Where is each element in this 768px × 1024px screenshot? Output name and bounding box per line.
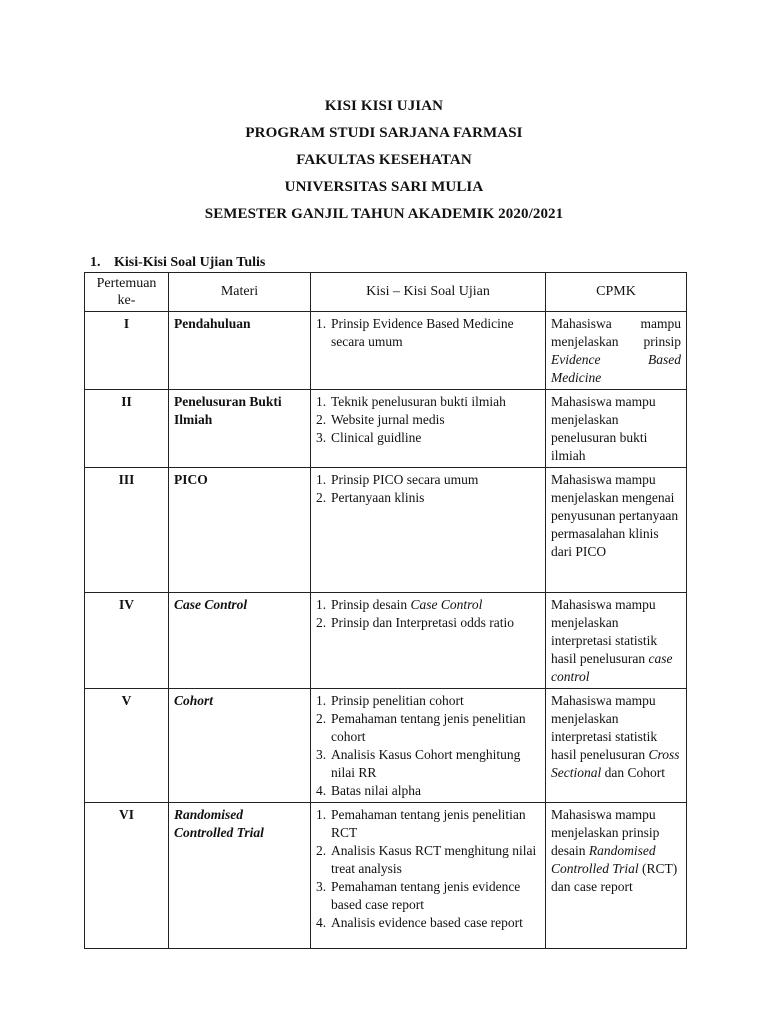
cpmk-emphasis: case control <box>551 651 673 684</box>
header-cpmk: CPMK <box>546 273 687 312</box>
table-row <box>85 468 687 593</box>
list-item: 2. Pemahaman tentang jenis penelitian cohort <box>316 711 526 744</box>
title-line: FAKULTAS KESEHATAN <box>296 152 472 168</box>
title-line: PROGRAM STUDI SARJANA FARMASI <box>245 125 523 141</box>
cpmk-tail: dan Cohort <box>604 765 665 780</box>
cpmk-cell: Mahasiswa mampu menjelaskan penelusuran bukti ilmiah <box>546 390 687 468</box>
title-line: SEMESTER GANJIL TAHUN AKADEMIK 2020/2021 <box>204 206 564 222</box>
header-materi: Materi <box>169 273 311 312</box>
cpmk-text: Mahasiswa mampu menjelaskan interpretasi statistik hasil penelusuran <box>551 693 658 762</box>
list-item: 2. Analisis Kasus RCT menghitung nilai treat analysis <box>316 843 537 876</box>
section-title: Kisi-Kisi Soal Ujian Tulis <box>114 255 266 270</box>
table-row <box>85 803 687 949</box>
document-title-block <box>0 93 768 228</box>
table-row <box>85 689 687 803</box>
pertemuan-cell: II <box>85 390 169 468</box>
section-number: 1. <box>90 255 101 270</box>
materi-cell: Cohort <box>169 689 311 803</box>
cpmk-text: Mahasiswa mampu menjelaskan prinsip desain <box>551 807 660 858</box>
list-item: 1. Pemahaman tentang jenis penelitian RCT <box>316 807 526 840</box>
cpmk-text: Mahasiswa mampu menjelaskan prinsip <box>551 316 681 349</box>
list-item: 1. Prinsip PICO secara umum <box>316 472 479 487</box>
list-item: 2. Website jurnal medis <box>316 412 445 427</box>
table-row <box>85 312 687 390</box>
list-item: 2. Pertanyaan klinis <box>316 490 425 505</box>
list-item: 3. Analisis Kasus Cohort menghitung nilai RR <box>316 747 521 780</box>
list-item: 1. Prinsip penelitian cohort <box>316 693 464 708</box>
list-item: 1. Prinsip Evidence Based Medicine secara umum <box>316 316 514 349</box>
kisi-cell <box>311 468 546 593</box>
pertemuan-cell: I <box>85 312 169 390</box>
section-heading <box>90 255 265 271</box>
kisi-cell <box>311 390 546 468</box>
pertemuan-cell: IV <box>85 593 169 689</box>
cpmk-tail: (RCT) dan case report <box>551 861 678 894</box>
cpmk-cell <box>546 312 687 390</box>
materi-cell: PICO <box>169 468 311 593</box>
materi-cell: Pendahuluan <box>169 312 311 390</box>
materi-cell: Penelusuran Bukti Ilmiah <box>169 390 311 468</box>
cpmk-cell <box>546 689 687 803</box>
pertemuan-cell: III <box>85 468 169 593</box>
materi-cell: Randomised Controlled Trial <box>169 803 311 949</box>
list-item: 1. Prinsip desain Case Control <box>316 597 483 612</box>
cpmk-text: Mahasiswa mampu menjelaskan interpretasi statistik hasil penelusuran <box>551 597 658 666</box>
cpmk-cell <box>546 593 687 689</box>
list-item: 1. Teknik penelusuran bukti ilmiah <box>316 394 506 409</box>
list-item: 4. Batas nilai alpha <box>316 783 421 798</box>
list-item: 2. Prinsip dan Interpretasi odds ratio <box>316 615 514 630</box>
table-row <box>85 390 687 468</box>
kisi-cell <box>311 312 546 390</box>
kisi-cell <box>311 689 546 803</box>
list-item: 3. Pemahaman tentang jenis evidence based case report <box>316 879 521 912</box>
kisi-cell <box>311 803 546 949</box>
materi-cell: Case Control <box>169 593 311 689</box>
kisi-cell <box>311 593 546 689</box>
title-line: UNIVERSITAS SARI MULIA <box>284 179 484 195</box>
header-pertemuan: Pertemuan ke- <box>85 273 169 312</box>
cpmk-cell <box>546 803 687 949</box>
pertemuan-cell: VI <box>85 803 169 949</box>
cpmk-cell: Mahasiswa mampu menjelaskan mengenai penyusunan pertanyaan permasalahan klinis dari PICO <box>546 468 687 593</box>
table-header-row <box>85 273 687 312</box>
header-kisi: Kisi – Kisi Soal Ujian <box>311 273 546 312</box>
cpmk-emphasis: Evidence Based Medicine <box>551 352 681 385</box>
list-item: 4. Analisis evidence based case report <box>316 915 523 930</box>
cpmk-emphasis: Cross Sectional <box>551 747 680 780</box>
table-row <box>85 593 687 689</box>
exam-grid-table <box>84 272 687 949</box>
list-item: 3. Clinical guidline <box>316 430 422 445</box>
title-line: KISI KISI UJIAN <box>324 98 444 114</box>
cpmk-emphasis: Randomised Controlled Trial <box>551 843 656 876</box>
pertemuan-cell: V <box>85 689 169 803</box>
